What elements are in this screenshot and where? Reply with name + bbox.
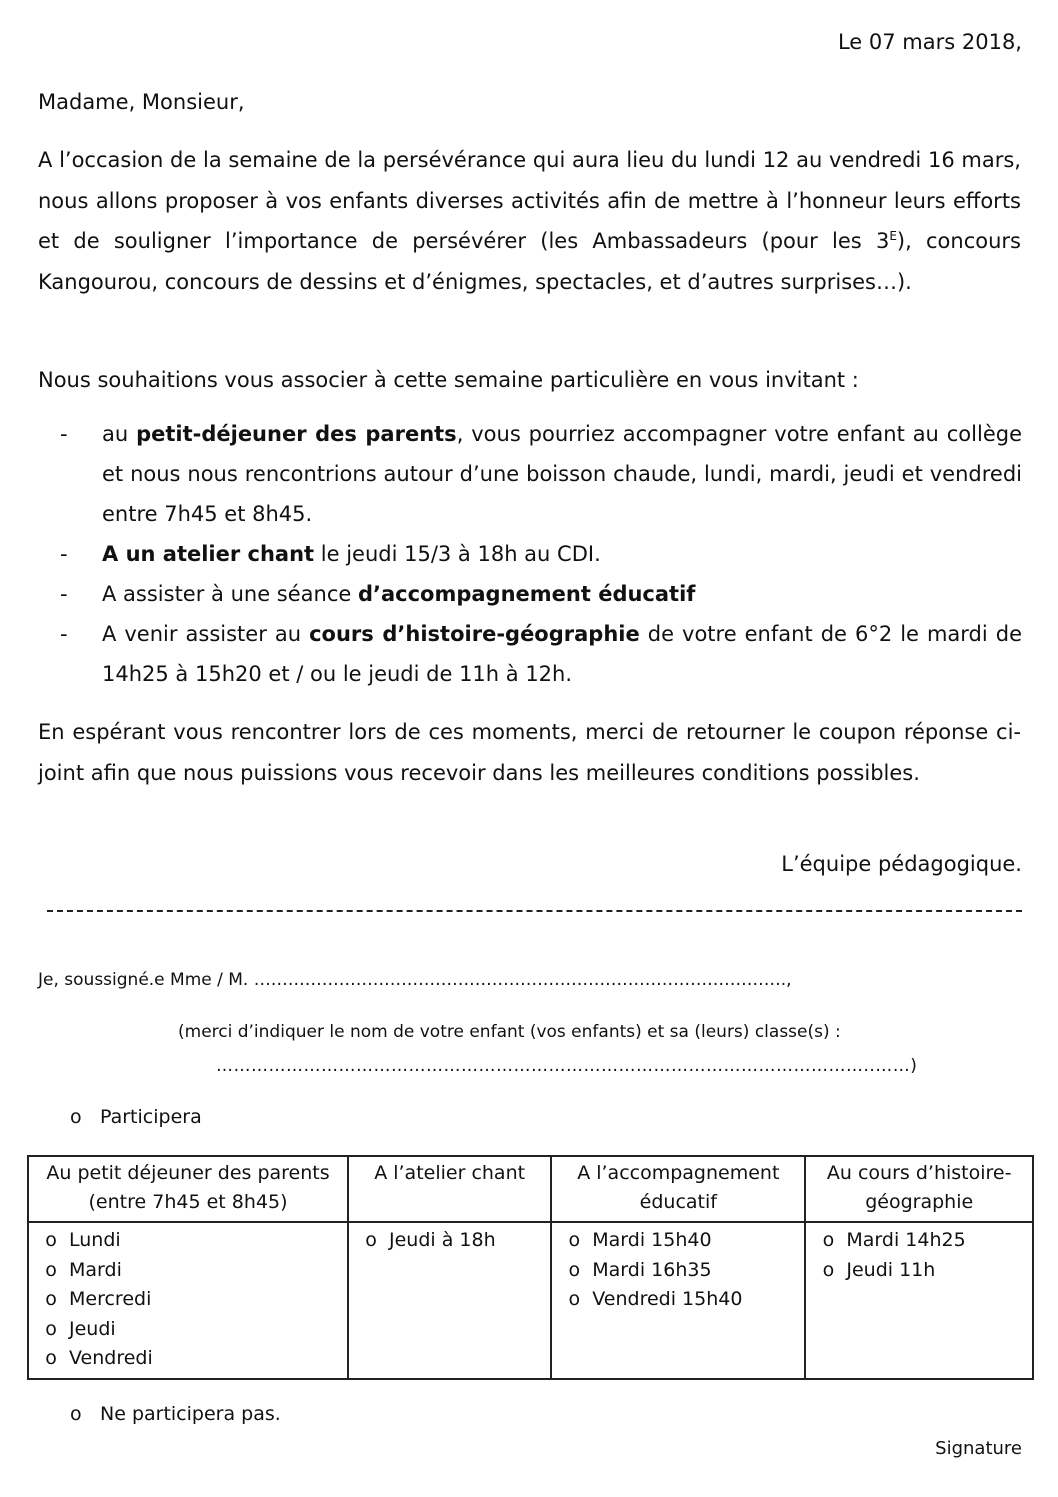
checkbox-circle-icon[interactable]: o <box>822 1258 835 1281</box>
option-label: Lundi <box>69 1229 121 1251</box>
header-singing: A l’atelier chant <box>348 1156 551 1222</box>
singing-options <box>348 1222 551 1379</box>
checkbox-circle-icon[interactable]: o <box>45 1229 57 1251</box>
option-label: Mardi 14h25 <box>846 1229 966 1251</box>
option-ne-participera[interactable] <box>70 1403 281 1425</box>
invite-pre: A assister à une séance <box>102 582 358 606</box>
invitation-item-singing <box>60 534 1022 574</box>
invitation-paragraph: Nous souhaitions vous associer à cette semaine particulière en vous invitant : <box>38 368 859 392</box>
closing-paragraph: En espérant vous rencontrer lors de ces moments, merci de retourner le coupon réponse ci-joint afin que nous puissions vous recevoir dans les meilleures conditions possibles. <box>38 720 1021 785</box>
checkbox-circle-icon[interactable]: o <box>70 1106 82 1128</box>
salutation: Madame, Monsieur, <box>38 90 245 114</box>
option-label: Vendredi 15h40 <box>592 1288 743 1310</box>
option-label: Mercredi <box>69 1288 152 1310</box>
list-item[interactable] <box>33 1285 343 1315</box>
list-dash: - <box>60 622 68 646</box>
breakfast-options <box>28 1222 348 1379</box>
undersigned-line[interactable]: Je, soussigné.e Mme / M. …………………………………………………………………………………., <box>38 970 792 990</box>
checkbox-circle-icon[interactable]: o <box>45 1288 57 1310</box>
list-dash: - <box>60 422 68 446</box>
option-participera[interactable] <box>70 1106 202 1128</box>
option-label: Jeudi à 18h <box>389 1229 496 1251</box>
list-item[interactable] <box>810 1226 1028 1256</box>
option-label: Participera <box>100 1106 202 1128</box>
intro-text-a: A l’occasion de la semaine de la persévérance qui aura lieu du lundi 12 au vendredi 16 mars, nous allons proposer à vos enfants diverses activités afin de mettre à l’honneur leurs efforts et de souligner l’importance de persévérer (les Ambassadeurs (pour les 3 <box>38 148 1021 253</box>
option-label: Mardi 16h35 <box>592 1258 712 1281</box>
list-item[interactable] <box>33 1256 343 1286</box>
invitation-item-support <box>60 574 1022 614</box>
list-item[interactable] <box>33 1226 343 1256</box>
checkbox-circle-icon[interactable]: o <box>70 1403 82 1425</box>
grade-superscript: E <box>889 229 897 243</box>
invite-pre: au <box>102 422 137 446</box>
option-label: Vendredi <box>69 1347 153 1369</box>
header-support: A l’accompagnement éducatif <box>551 1156 805 1222</box>
list-item[interactable] <box>810 1256 1028 1286</box>
list-dash: - <box>60 582 68 606</box>
checkbox-circle-icon[interactable]: o <box>568 1258 581 1281</box>
intro-text-b: ), concours Kangourou, concours de dessins et d’énigmes, spectacles, et d’autres surprises…). <box>38 229 1021 294</box>
invitation-item-history <box>60 614 1022 694</box>
header-breakfast: Au petit déjeuner des parents (entre 7h45 et 8h45) <box>28 1156 348 1222</box>
checkbox-circle-icon[interactable]: o <box>568 1229 581 1251</box>
invite-pre: A venir assister au <box>102 622 310 646</box>
checkbox-circle-icon[interactable]: o <box>822 1229 835 1251</box>
list-item[interactable] <box>556 1226 800 1256</box>
invite-bold: petit-déjeuner des parents <box>136 422 457 446</box>
option-label: Jeudi <box>69 1317 116 1340</box>
signature-label: Signature <box>935 1438 1022 1459</box>
list-item[interactable] <box>33 1344 343 1374</box>
checkbox-circle-icon[interactable]: o <box>365 1229 377 1251</box>
list-item[interactable] <box>556 1256 800 1286</box>
table-row <box>28 1222 1033 1379</box>
header-history: Au cours d’histoire-géographie <box>805 1156 1033 1222</box>
letter-date: Le 07 mars 2018, <box>837 30 1022 54</box>
history-options <box>805 1222 1033 1379</box>
invitation-list <box>60 414 1022 694</box>
list-item[interactable] <box>556 1285 800 1315</box>
checkbox-circle-icon[interactable]: o <box>45 1347 57 1369</box>
table-header-row <box>28 1156 1033 1222</box>
list-item[interactable] <box>33 1315 343 1345</box>
activities-table <box>27 1155 1034 1380</box>
invite-post: le jeudi 15/3 à 18h au CDI. <box>314 542 601 566</box>
checkbox-circle-icon[interactable]: o <box>45 1258 57 1281</box>
option-label: Ne participera pas. <box>100 1403 281 1425</box>
option-label: Jeudi 11h <box>846 1258 936 1281</box>
invite-bold: cours d’histoire-géographie <box>309 622 640 646</box>
list-item[interactable] <box>353 1226 546 1256</box>
invite-post: de votre enfant de 6°2 le mardi de 14h25 à 15h20 et / ou le jeudi de 11h à 12h. <box>102 622 1022 686</box>
cut-line <box>47 910 1022 912</box>
invite-bold: A un atelier chant <box>102 542 315 566</box>
checkbox-circle-icon[interactable]: o <box>45 1317 57 1340</box>
list-dash: - <box>60 542 68 566</box>
invite-bold: d’accompagnement éducatif <box>357 582 696 606</box>
checkbox-circle-icon[interactable]: o <box>568 1288 581 1310</box>
intro-paragraph <box>38 140 1021 302</box>
child-name-instruction: (merci d’indiquer le nom de votre enfant (vos enfants) et sa (leurs) classe(s) : <box>178 1022 841 1042</box>
team-signature: L’équipe pédagogique. <box>781 852 1022 876</box>
child-name-field[interactable]: …………………………………………………………………………………………………..……) <box>216 1056 918 1076</box>
support-options <box>551 1222 805 1379</box>
invite-post: , vous pourriez accompagner votre enfant au collège et nous nous rencontrions autour d’une boisson chaude, lundi, mardi, jeudi et vendredi entre 7h45 et 8h45. <box>102 422 1022 526</box>
option-label: Mardi 15h40 <box>592 1229 712 1251</box>
option-label: Mardi <box>69 1258 122 1281</box>
invitation-item-breakfast <box>60 414 1022 534</box>
